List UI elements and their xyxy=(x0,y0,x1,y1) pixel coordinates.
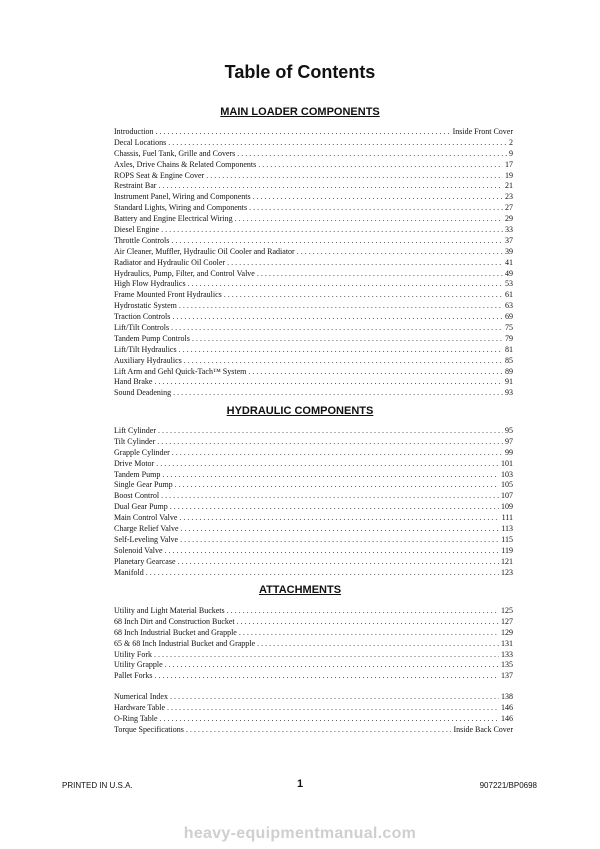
toc-entry-page: 99 xyxy=(505,447,513,457)
toc-entry-label: Grapple Cylinder xyxy=(114,447,170,457)
toc-entry-label: Main Control Valve xyxy=(114,513,178,523)
toc-hydraulic xyxy=(114,426,513,578)
toc-entry-label: 65 & 68 Inch Industrial Bucket and Grapple xyxy=(114,638,256,648)
dot-leader xyxy=(179,301,503,312)
toc-entry xyxy=(114,725,513,736)
footer-printed: PRINTED IN U.S.A. xyxy=(62,781,133,790)
toc-entry-label: Sound Deadening xyxy=(114,388,172,398)
toc-entry-page: 138 xyxy=(501,692,513,701)
toc-entry-label: Lift/Tilt Controls xyxy=(114,323,170,333)
toc-entry-label: Radiator and Hydraulic Oil Cooler xyxy=(114,257,226,267)
dot-leader xyxy=(227,606,499,617)
toc-entry-page: 75 xyxy=(505,323,513,333)
dot-leader xyxy=(171,236,503,247)
toc-entry-label: High Flow Hydraulics xyxy=(114,279,186,289)
footer-doc-number: 907221/BP0698 xyxy=(479,781,537,790)
toc-entry-page: 121 xyxy=(501,556,513,566)
section-heading-attachments: ATTACHMENTS xyxy=(258,584,342,596)
dot-leader xyxy=(158,426,503,437)
toc-entry-page: 125 xyxy=(501,606,513,615)
toc-entry-label: Hydraulics, Pump, Filter, and Control Valve xyxy=(114,268,255,278)
toc-entry-page: 146 xyxy=(501,702,513,712)
toc-entry xyxy=(114,323,513,334)
dot-leader xyxy=(171,323,503,334)
dot-leader xyxy=(156,127,451,138)
dot-leader xyxy=(172,312,503,323)
section-heading-hydraulic: HYDRAULIC COMPONENTS xyxy=(226,405,374,417)
toc-entry xyxy=(114,181,513,192)
toc-entry-label: Lift Cylinder xyxy=(114,426,156,435)
dot-leader xyxy=(162,470,499,481)
dot-leader xyxy=(173,388,503,399)
toc-entry-label: Standard Lights, Wiring and Components xyxy=(114,203,248,213)
toc-entry-page: 69 xyxy=(505,312,513,322)
toc-entry xyxy=(114,334,513,345)
toc-entry-page: 53 xyxy=(505,279,513,289)
toc-entry-label: Hardware Table xyxy=(114,702,166,712)
toc-entry-label: Dual Gear Pump xyxy=(114,502,168,512)
toc-entry-label: Torque Specifications xyxy=(114,724,184,734)
toc-entry xyxy=(114,513,513,524)
toc-entry-page: 33 xyxy=(505,225,513,235)
toc-entry xyxy=(114,192,513,203)
dot-leader xyxy=(224,290,503,301)
toc-entry-label: Lift Arm and Gehl Quick-Tach™ System xyxy=(114,366,247,376)
toc-entry xyxy=(114,247,513,258)
toc-entry-page: 49 xyxy=(505,268,513,278)
toc-entry-label: Solenoid Valve xyxy=(114,545,163,555)
toc-entry-label: Drive Motor xyxy=(114,458,155,468)
toc-entry xyxy=(114,426,513,437)
dot-leader xyxy=(188,279,503,290)
toc-entry-label: Axles, Drive Chains & Related Components xyxy=(114,159,257,169)
dot-leader xyxy=(160,714,499,725)
toc-entry xyxy=(114,524,513,535)
toc-entry xyxy=(114,546,513,557)
dot-leader xyxy=(206,171,503,182)
toc-entry-label: Battery and Engine Electrical Wiring xyxy=(114,214,233,224)
toc-entry-label: Chassis, Fuel Tank, Grille and Covers xyxy=(114,148,236,158)
dot-leader xyxy=(248,367,503,378)
toc-entry-page: 127 xyxy=(501,616,513,626)
toc-entry xyxy=(114,491,513,502)
dot-leader xyxy=(253,192,503,203)
dot-leader xyxy=(237,617,499,628)
dot-leader xyxy=(180,535,499,546)
toc-entry xyxy=(114,149,513,160)
toc-entry-label: 68 Inch Industrial Bucket and Grapple xyxy=(114,627,237,637)
toc-entry-page: 115 xyxy=(501,534,513,544)
toc-entry-label: Traction Controls xyxy=(114,312,171,322)
toc-entry-label: Restraint Bar xyxy=(114,181,157,191)
toc-entry-page: 135 xyxy=(501,660,513,670)
toc-entry-label: Charge Relief Valve xyxy=(114,524,179,534)
toc-entry-label: O-Ring Table xyxy=(114,713,158,723)
toc-entry-label: Utility Fork xyxy=(114,649,153,659)
dot-leader xyxy=(178,557,499,568)
toc-entry-page: 37 xyxy=(505,235,513,245)
toc-entry-page: 109 xyxy=(501,502,513,512)
dot-leader xyxy=(237,149,507,160)
dot-leader xyxy=(170,692,499,703)
toc-entry-page: 123 xyxy=(501,567,513,577)
toc-entry-label: Introduction xyxy=(114,127,154,136)
toc-entry-page: 129 xyxy=(501,627,513,637)
toc-entry-page: 85 xyxy=(505,355,513,365)
toc-entry xyxy=(114,279,513,290)
section-heading-main-loader: MAIN LOADER COMPONENTS xyxy=(220,106,380,118)
toc-entry-page: 63 xyxy=(505,301,513,311)
toc-entry-page: 146 xyxy=(501,713,513,723)
toc-entry xyxy=(114,269,513,280)
toc-entry-label: Frame Mounted Front Hydraulics xyxy=(114,290,222,300)
dot-leader xyxy=(156,459,499,470)
toc-entry xyxy=(114,127,513,138)
toc-entry xyxy=(114,448,513,459)
toc-entry-page: 105 xyxy=(501,480,513,490)
toc-entry xyxy=(114,639,513,650)
toc-entry xyxy=(114,236,513,247)
toc-entry xyxy=(114,160,513,171)
toc-entry-page: 2 xyxy=(509,137,513,147)
toc-appendix xyxy=(114,692,513,736)
toc-entry-label: Throttle Controls xyxy=(114,235,170,245)
toc-entry xyxy=(114,203,513,214)
toc-entry xyxy=(114,692,513,703)
toc-entry-label: ROPS Seat & Engine Cover xyxy=(114,170,205,180)
toc-attachments xyxy=(114,606,513,682)
dot-leader xyxy=(165,546,500,557)
toc-entry xyxy=(114,470,513,481)
toc-entry-page: 101 xyxy=(501,458,513,468)
toc-entry-page: 61 xyxy=(505,290,513,300)
toc-entry-page: 17 xyxy=(505,159,513,169)
toc-entry-label: Instrument Panel, Wiring and Components xyxy=(114,192,251,202)
watermark: heavy-equipmentmanual.com xyxy=(183,825,417,842)
toc-entry-label: Pallet Forks xyxy=(114,671,153,681)
toc-entry-label: Manifold xyxy=(114,567,144,577)
toc-entry-page: 81 xyxy=(505,344,513,354)
toc-entry xyxy=(114,535,513,546)
toc-entry-page: 103 xyxy=(501,469,513,479)
toc-entry-label: Air Cleaner, Muffler, Hydraulic Oil Cooler and Radiator xyxy=(114,246,295,256)
dot-leader xyxy=(154,671,499,682)
toc-entry-page: 23 xyxy=(505,192,513,202)
toc-entry-page: 27 xyxy=(505,203,513,213)
toc-entry-page: 93 xyxy=(505,388,513,398)
toc-entry xyxy=(114,480,513,491)
toc-entry xyxy=(114,290,513,301)
dot-leader xyxy=(258,160,503,171)
dot-leader xyxy=(249,203,503,214)
toc-entry xyxy=(114,650,513,661)
dot-leader xyxy=(157,437,503,448)
dot-leader xyxy=(167,703,499,714)
toc-entry xyxy=(114,345,513,356)
dot-leader xyxy=(297,247,503,258)
toc-entry-page: 107 xyxy=(501,491,513,501)
dot-leader xyxy=(186,725,452,736)
toc-main-loader xyxy=(114,127,513,399)
toc-entry xyxy=(114,377,513,388)
toc-entry xyxy=(114,628,513,639)
toc-entry-page: 91 xyxy=(505,377,513,387)
toc-entry xyxy=(114,312,513,323)
toc-entry xyxy=(114,703,513,714)
toc-entry-label: Planetary Gearcase xyxy=(114,556,176,566)
toc-entry xyxy=(114,356,513,367)
toc-entry xyxy=(114,557,513,568)
toc-entry-page: 119 xyxy=(501,545,513,555)
dot-leader xyxy=(192,334,503,345)
toc-entry xyxy=(114,502,513,513)
toc-entry xyxy=(114,367,513,378)
dot-leader xyxy=(179,345,503,356)
toc-entry-page: Inside Front Cover xyxy=(452,127,513,136)
toc-entry-label: Numerical Index xyxy=(114,692,168,701)
dot-leader xyxy=(154,377,503,388)
toc-entry-label: Diesel Engine xyxy=(114,225,160,235)
toc-entry xyxy=(114,301,513,312)
toc-entry-page: 9 xyxy=(509,148,513,158)
toc-entry-label: Tilt Cylinder xyxy=(114,436,156,446)
toc-entry-page: 21 xyxy=(505,181,513,191)
toc-entry-page: 97 xyxy=(505,436,513,446)
dot-leader xyxy=(146,568,499,579)
toc-entry-page: 41 xyxy=(505,257,513,267)
toc-entry xyxy=(114,171,513,182)
dot-leader xyxy=(158,181,503,192)
toc-entry-label: Lift/Tilt Hydraulics xyxy=(114,344,177,354)
toc-entry-page: 95 xyxy=(505,426,513,435)
toc-entry-label: Tandem Pump Controls xyxy=(114,333,190,343)
toc-entry-page: 113 xyxy=(501,524,513,534)
dot-leader xyxy=(181,524,500,535)
toc-entry-label: Single Gear Pump xyxy=(114,480,173,490)
dot-leader xyxy=(170,502,499,513)
toc-entry-page: 19 xyxy=(505,170,513,180)
toc-entry xyxy=(114,671,513,682)
dot-leader xyxy=(172,448,503,459)
toc-entry xyxy=(114,225,513,236)
dot-leader xyxy=(168,138,507,149)
toc-entry-page: 137 xyxy=(501,671,513,681)
dot-leader xyxy=(175,480,499,491)
toc-entry-label: Auxiliary Hydraulics xyxy=(114,355,182,365)
dot-leader xyxy=(257,269,503,280)
toc-entry xyxy=(114,437,513,448)
toc-entry-page: 133 xyxy=(501,649,513,659)
toc-entry xyxy=(114,214,513,225)
toc-entry xyxy=(114,606,513,617)
dot-leader xyxy=(184,356,503,367)
toc-entry-label: Utility and Light Material Buckets xyxy=(114,606,225,615)
dot-leader xyxy=(239,628,499,639)
dot-leader xyxy=(179,513,499,524)
toc-entry-label: Self-Leveling Valve xyxy=(114,534,179,544)
toc-entry-label: Decal Locations xyxy=(114,137,167,147)
toc-entry-page: 79 xyxy=(505,333,513,343)
toc-entry xyxy=(114,660,513,671)
toc-entry-label: Tandem Pump xyxy=(114,469,161,479)
dot-leader xyxy=(161,491,499,502)
footer-page-number: 1 xyxy=(296,778,304,790)
toc-entry-label: Hand Brake xyxy=(114,377,153,387)
toc-entry-page: 131 xyxy=(501,638,513,648)
page-title: Table of Contents xyxy=(224,62,376,82)
toc-entry-page: 111 xyxy=(501,513,513,523)
dot-leader xyxy=(235,214,503,225)
toc-entry-label: Boost Control xyxy=(114,491,160,501)
toc-entry-page: 89 xyxy=(505,366,513,376)
toc-entry xyxy=(114,568,513,579)
toc-entry-page: 39 xyxy=(505,246,513,256)
toc-entry-page: Inside Back Cover xyxy=(453,724,513,734)
toc-entry-label: 68 Inch Dirt and Construction Bucket xyxy=(114,616,235,626)
toc-entry xyxy=(114,617,513,628)
toc-entry xyxy=(114,459,513,470)
toc-entry-label: Hydrostatic System xyxy=(114,301,177,311)
toc-entry-label: Utility Grapple xyxy=(114,660,163,670)
dot-leader xyxy=(161,225,503,236)
toc-entry xyxy=(114,714,513,725)
toc-entry xyxy=(114,138,513,149)
dot-leader xyxy=(165,660,499,671)
toc-entry-page: 29 xyxy=(505,214,513,224)
dot-leader xyxy=(227,258,503,269)
dot-leader xyxy=(257,639,499,650)
toc-entry xyxy=(114,258,513,269)
dot-leader xyxy=(154,650,499,661)
toc-entry xyxy=(114,388,513,399)
